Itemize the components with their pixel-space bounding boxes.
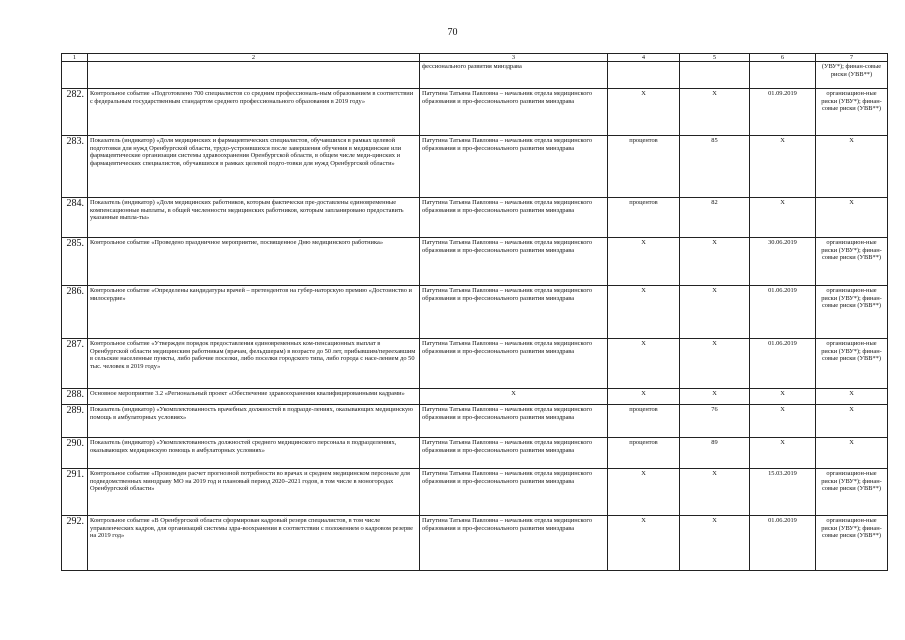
date-cell: 30.06.2019 [750,238,816,286]
table-row [62,516,888,571]
unit-cell: X [608,339,680,389]
table-row [62,89,888,136]
value-cell: 82 [680,198,750,238]
row-number: 284. [62,198,88,238]
risk-cell: X [816,198,888,238]
risk-cell: организацион-ные риски (УВУ*); финан-совые риски (УВВ**) [816,89,888,136]
value-cell: X [680,286,750,339]
value-cell: X [680,469,750,516]
event-cell: Основное мероприятие 3.2 «Региональный проект «Обеспечение здравоохранения квалифицированными кадрами» [88,389,420,405]
risk-cell: организацион-ные риски (УВУ*); финан-совые риски (УВВ**) [816,286,888,339]
unit-cell: X [608,389,680,405]
date-cell: 01.09.2019 [750,89,816,136]
risk-cell: организацион-ные риски (УВУ*); финан-совые риски (УВВ**) [816,339,888,389]
risk-cell: организацион-ные риски (УВУ*); финан-совые риски (УВВ**) [816,238,888,286]
table-row [62,389,888,405]
responsible-cell: Патутина Татьяна Павловна – начальник отдела медицинского образования и про-фессионального развития минздрава [420,405,608,438]
row-number: 282. [62,89,88,136]
unit-cell: X [608,516,680,571]
responsible-cell: Патутина Татьяна Павловна – начальник отдела медицинского образования и про-фессионального развития минздрава [420,89,608,136]
event-cell: Показатель (индикатор) «Доля медицинских и фармацевтических специалистов, обучавшихся в рамках целевой подготовки для нужд Оренбургской области, трудо-устроившихся после завершения обучения в медицинские или фармацевтические организации системы здравоохранения Оренбургской области, в общем числе меди-цинских и фармацевтических специалистов, обучавшихся в рамках целевой подго-товки для нужд Оренбургской области» [88,136,420,198]
event-cell: Показатель (индикатор) «Укомплектованность должностей среднего медицинского персонала в подразделениях, оказывающих медицинскую помощь в амбулаторных условиях» [88,438,420,469]
table-row [62,438,888,469]
row-number: 287. [62,339,88,389]
date-cell: X [750,438,816,469]
unit-cell: процентов [608,405,680,438]
responsible-cell: Патутина Татьяна Павловна – начальник отдела медицинского образования и про-фессионального развития минздрава [420,438,608,469]
date-cell: X [750,136,816,198]
column-header: 7 [816,54,888,62]
responsible-cell: Патутина Татьяна Павловна – начальник отдела медицинского образования и про-фессионального развития минздрава [420,469,608,516]
value-cell: X [680,389,750,405]
table-row [62,136,888,198]
responsible-cell: Патутина Татьяна Павловна – начальник отдела медицинского образования и про-фессионального развития минздрава [420,136,608,198]
date-cell: 01.06.2019 [750,516,816,571]
unit-cell: процентов [608,136,680,198]
unit-cell: процентов [608,198,680,238]
row-number: 285. [62,238,88,286]
risk-cell: организацион-ные риски (УВУ*); финан-совые риски (УВВ**) [816,469,888,516]
value-cell: 89 [680,438,750,469]
event-cell: Контрольное событие «В Оренбургской области сформирован кадровый резерв специалистов, в том числе управленческих кадров, для организаций системы здра-воохранения в соответствии с положением о кадровом резерве на 2019 год» [88,516,420,571]
date-cell: 15.03.2019 [750,469,816,516]
event-cell: Показатель (индикатор) «Укомплектованность врачебных должностей в подразде-лениях, оказывающих медицинскую помощь в амбулаторных условиях» [88,405,420,438]
risk-cell: X [816,389,888,405]
value-cell: 85 [680,136,750,198]
event-cell [88,62,420,89]
date-cell: X [750,389,816,405]
column-header: 2 [88,54,420,62]
column-header: 3 [420,54,608,62]
responsible-cell: X [420,389,608,405]
value-cell: X [680,516,750,571]
row-number: 288. [62,389,88,405]
risk-cell: (УВУ*); финан-совые риски (УВВ**) [816,62,888,89]
unit-cell: процентов [608,438,680,469]
risk-cell: организацион-ные риски (УВУ*); финан-совые риски (УВВ**) [816,516,888,571]
unit-cell [608,62,680,89]
risk-cell: X [816,136,888,198]
date-cell [750,62,816,89]
event-cell: Контрольное событие «Произведен расчет прогнозной потребности во врачах и среднем медицинском персонале для подведомственных минздраву МО на 2019 год и плановый период 2020–2021 годов, в том числе в моногородах Оренбургской области» [88,469,420,516]
row-number: 292. [62,516,88,571]
risk-cell: X [816,438,888,469]
event-cell: Контрольное событие «Проведено праздничное мероприятие, посвященное Дню медицинского работника» [88,238,420,286]
table-row [62,286,888,339]
continuation-row [62,62,888,89]
event-cell: Контрольное событие «Определены кандидатуры врачей – претендентов на губер-наторскую премию «Достоинство и милосердие» [88,286,420,339]
column-header: 1 [62,54,88,62]
row-number: 291. [62,469,88,516]
date-cell: 01.06.2019 [750,286,816,339]
event-cell: Показатель (индикатор) «Доля медицинских работников, которым фактически пре-доставлены единовременные компенсационные выплаты, в общей численности медицинских работников, которым запланировано предоставить указанные выпла-ты» [88,198,420,238]
event-cell: Контрольное событие «Утвержден порядок предоставления единовременных ком-пенсационных выплат в Оренбургской области медицинским работникам (врачам, фельдшерам) в возрасте до 50 лет, прибывшим/переехавшим в сельские населенные пункты, либо рабочие поселки, либо поселки городского типа, либо города с насе-лением до 50 тыс. человек в 2019 году» [88,339,420,389]
row-number: 290. [62,438,88,469]
row-number: 289. [62,405,88,438]
page-number: 70 [447,27,458,38]
row-number: 283. [62,136,88,198]
value-cell: X [680,89,750,136]
value-cell: X [680,339,750,389]
responsible-cell: Патутина Татьяна Павловна – начальник отдела медицинского образования и про-фессионального развития минздрава [420,516,608,571]
responsible-cell: Патутина Татьяна Павловна – начальник отдела медицинского образования и про-фессионального развития минздрава [420,238,608,286]
responsible-cell: Патутина Татьяна Павловна – начальник отдела медицинского образования и про-фессионального развития минздрава [420,198,608,238]
responsible-cell: Патутина Татьяна Павловна – начальник отдела медицинского образования и про-фессионального развития минздрава [420,339,608,389]
risk-cell: X [816,405,888,438]
value-cell: X [680,238,750,286]
date-cell: X [750,405,816,438]
event-cell: Контрольное событие «Подготовлено 700 специалистов со средним профессиональ-ным образованием в соответствии с федеральным государственным стандартом среднего профессионального образования в 2019 году» [88,89,420,136]
responsible-cell: Патутина Татьяна Павловна – начальник отдела медицинского образования и про-фессионального развития минздрава [420,286,608,339]
table-row [62,469,888,516]
date-cell: 01.06.2019 [750,339,816,389]
column-header: 6 [750,54,816,62]
column-number-row [62,54,888,62]
value-cell: 76 [680,405,750,438]
responsible-cell: фессионального развития минздрава [420,62,608,89]
unit-cell: X [608,89,680,136]
unit-cell: X [608,286,680,339]
unit-cell: X [608,469,680,516]
table-row [62,339,888,389]
column-header: 4 [608,54,680,62]
row-number: 286. [62,286,88,339]
date-cell: X [750,198,816,238]
table-row [62,405,888,438]
row-number [62,62,88,89]
column-header: 5 [680,54,750,62]
table-row [62,238,888,286]
table-row [62,198,888,238]
unit-cell: X [608,238,680,286]
value-cell [680,62,750,89]
plan-table [61,53,888,571]
